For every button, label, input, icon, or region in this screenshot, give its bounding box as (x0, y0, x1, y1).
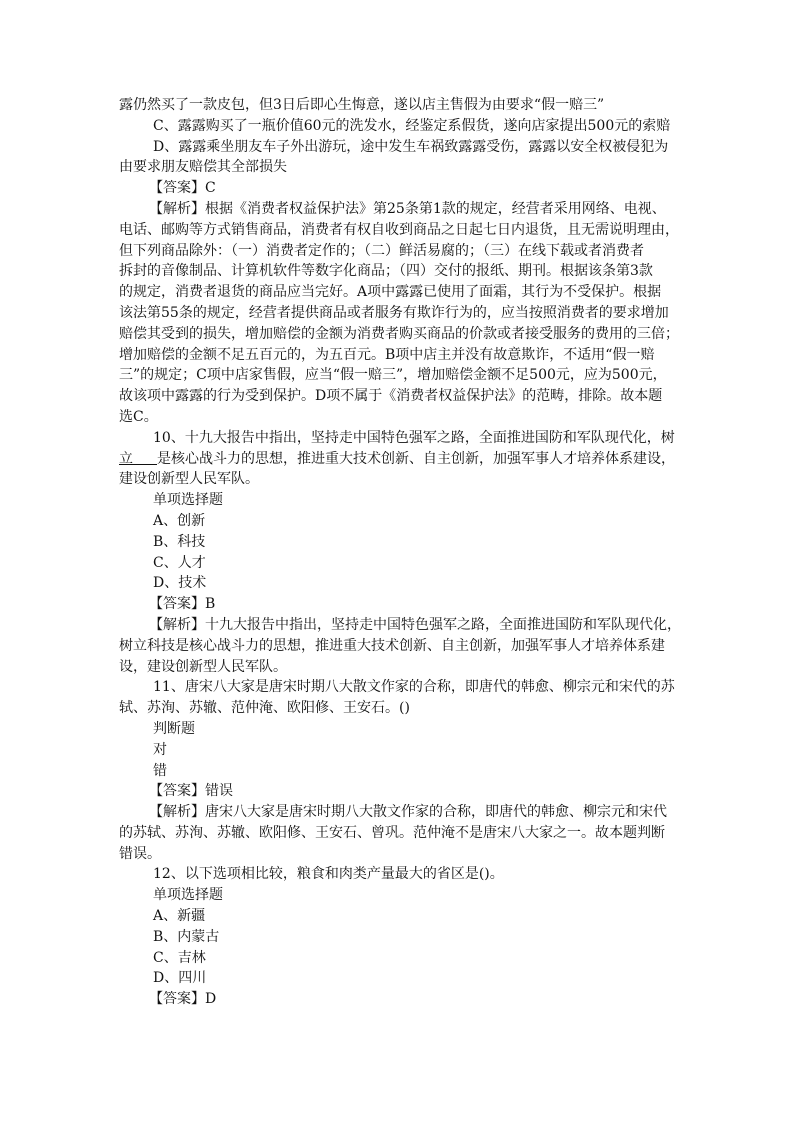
option-d-line: D、露露乘坐朋友车子外出游玩，途中发生车祸致露露受伤，露露以安全权被侵犯为 (153, 138, 669, 155)
option-d: D、四川 (153, 970, 207, 987)
option-b: B、内蒙古 (153, 928, 220, 945)
fill-blank (133, 450, 157, 465)
question-11-line: 11、唐宋八大家是唐宋时期八大散文作家的合称，即唐代的韩愈、柳宗元和宋代的苏 (153, 679, 675, 696)
analysis-line: 【解析】根据《消费者权益保护法》第25条第1款的规定，经营者采用网络、电视、 (149, 200, 666, 217)
option-true: 对 (153, 741, 167, 758)
question-type: 单项选择题 (153, 492, 223, 509)
analysis-line: 【解析】十九大报告中指出，坚持走中国特色强军之路，全面推进国防和军队现代化， (149, 616, 681, 633)
question-12-line: 12、以下选项相比较，粮食和肉类产量最大的省区是()。 (153, 866, 504, 883)
option-c: C、吉林 (153, 949, 206, 966)
text-line: 设，建设创新型人民军队。 (119, 658, 287, 675)
text-line: 但下列商品除外：（一）消费者定作的；（二）鲜活易腐的；（三）在线下载或者消费者 (119, 242, 644, 259)
answer-line: 【答案】C (149, 180, 216, 197)
answer-line: 【答案】B (149, 596, 216, 613)
document-body (119, 95, 681, 1010)
answer-line: 【答案】D (149, 991, 217, 1008)
text-line: 的苏轼、苏洵、苏辙、欧阳修、王安石、曾巩。范仲淹不是唐宋八大家之一。故本题判断 (119, 824, 665, 841)
option-c-line: C、露露购买了一瓶价值60元的洗发水，经鉴定系假货，遂向店家提出500元的索赔 (153, 117, 671, 134)
underlined-text: 立 (119, 450, 133, 467)
text-line: 树立科技是核心战斗力的思想，推进重大技术创新、自主创新，加强军事人才培养体系建 (119, 637, 665, 654)
question-type: 单项选择题 (153, 887, 223, 904)
option-c: C、人才 (153, 554, 206, 571)
analysis-line: 【解析】唐宋八大家是唐宋时期八大散文作家的合称，即唐代的韩愈、柳宗元和宋代 (149, 804, 667, 821)
question-10-blank-line (119, 449, 681, 470)
text-line: 赔偿其受到的损失，增加赔偿的金额为消费者购买商品的价款或者接受服务的费用的三倍； (119, 325, 679, 342)
text-line: 错误。 (119, 845, 161, 862)
text-span: 是核心战斗力的思想，推进重大技术创新、自主创新，加强军事人才培养体系建设， (157, 450, 675, 467)
text-line: 轼、苏洵、苏辙、范仲淹、欧阳修、王安石。() (119, 700, 410, 717)
question-type: 判断题 (153, 720, 195, 737)
text-line: 拆封的音像制品、计算机软件等数字化商品；（四）交付的报纸、期刊。根据该条第3款 (119, 263, 653, 280)
text-line: 增加赔偿的金额不足五百元的，为五百元。B项中店主并没有故意欺诈，不适用“假一赔 (119, 346, 655, 363)
text-line: 选C。 (119, 408, 158, 425)
text-line: 三”的规定；C项中店家售假，应当“假一赔三”，增加赔偿金额不足500元，应为500元， (119, 367, 667, 384)
option-false: 错 (153, 762, 167, 779)
option-a: A、新疆 (153, 908, 206, 925)
text-line: 由要求朋友赔偿其全部损失 (119, 159, 287, 176)
option-b: B、科技 (153, 533, 206, 550)
text-line: 故该项中露露的行为受到保护。D项不属于《消费者权益保护法》的范畴，排除。故本题 (119, 388, 663, 405)
answer-line: 【答案】错误 (149, 783, 233, 800)
option-d: D、技术 (153, 575, 207, 592)
text-line: 该法第55条的规定，经营者提供商品或者服务有欺诈行为的，应当按照消费者的要求增加 (119, 304, 669, 321)
option-a: A、创新 (153, 512, 206, 529)
question-10-line: 10、十九大报告中指出，坚持走中国特色强军之路，全面推进国防和军队现代化，树 (153, 429, 675, 446)
text-line: 露仍然买了一款皮包，但3日后即心生悔意，遂以店主售假为由要求“假一赔三” (119, 97, 605, 113)
text-line: 电话、邮购等方式销售商品，消费者有权自收到商品之日起七日内退货，且无需说明理由， (119, 221, 679, 238)
text-line: 建设创新型人民军队。 (119, 471, 259, 488)
text-line: 的规定，消费者退货的商品应当完好。A项中露露已使用了面霜，其行为不受保护。根据 (119, 284, 662, 301)
